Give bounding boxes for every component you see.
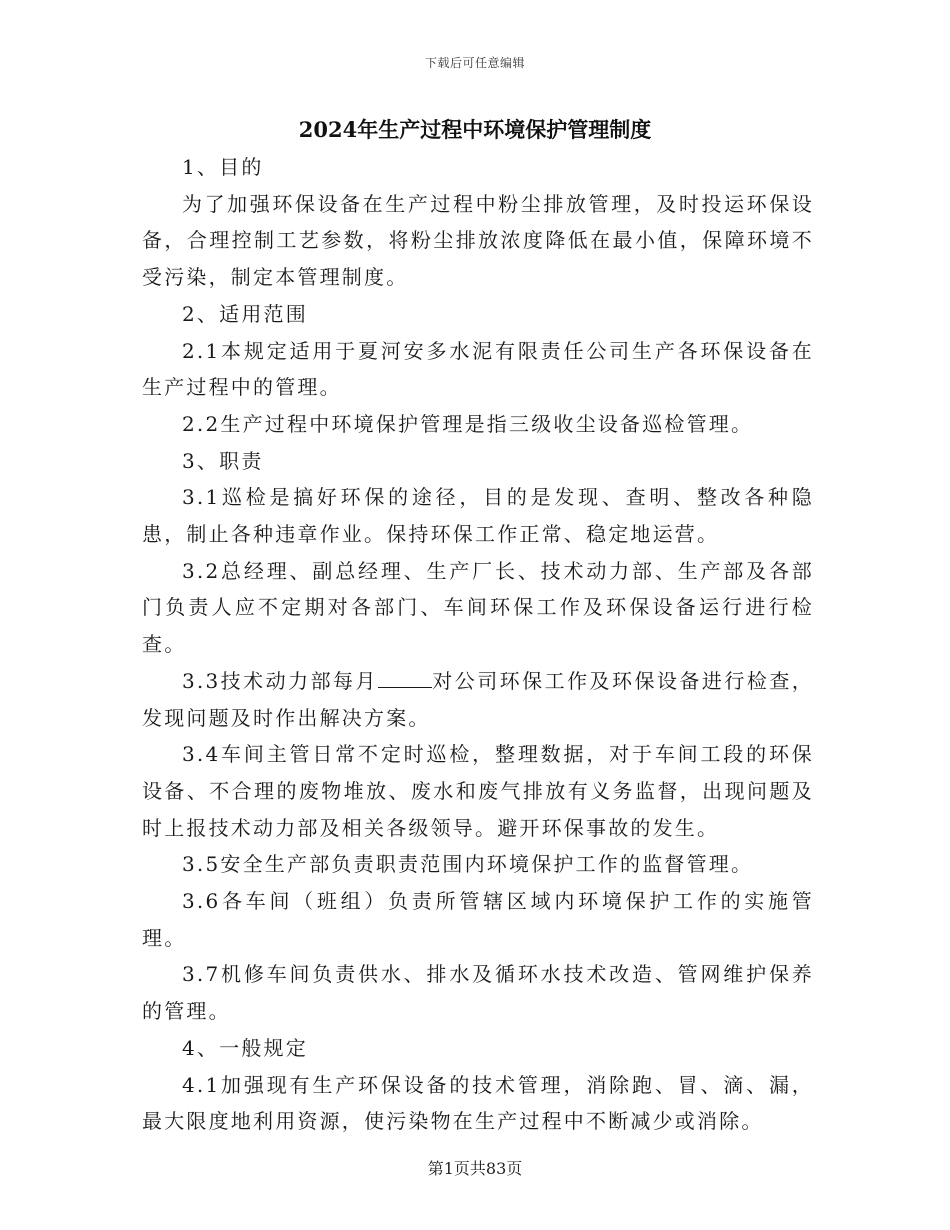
section-heading-duties: 3、职责 [182,448,264,473]
paragraph-3-2: 3.2总经理、副总经理、生产厂长、技术动力部、生产部及各部门负责人应不定期对各部门、车间环保工作及环保设备运行进行检查。 [142,558,814,657]
section-heading-scope: 2、适用范围 [182,301,308,326]
paragraph-purpose: 为了加强环保设备在生产过程中粉尘排放管理，及时投运环保设备，合理控制工艺参数，将粉尘排放浓度降低在最小值，保障环境不受污染，制定本管理制度。 [142,191,814,290]
paragraph-3-3-before: 3.3技术动力部每月 [182,668,378,693]
paragraph-3-4: 3.4车间主管日常不定时巡检，整理数据，对于车间工段的环保设备、不合理的废物堆放、废水和废气排放有义务监督，出现问题及时上报技术动力部及相关各级领导。避开环保事故的发生。 [142,742,814,840]
document-title: 2024年生产过程中环境保护管理制度 [298,117,652,142]
paragraph-3-7: 3.7机修车间负责供水、排水及循环水技术改造、管网维护保养的管理。 [142,962,814,1024]
header-note: 下载后可任意编辑 [424,56,525,70]
paragraph-3-3-after: 对公司环保工作及环保设备进行检查，发现问题及时作出解决方案。 [142,668,814,730]
paragraph-2-2: 2.2生产过程中环境保护管理是指三级收尘设备巡检管理。 [182,411,754,436]
paragraph-2-1: 2.1本规定适用于夏河安多水泥有限责任公司生产各环保设备在生产过程中的管理。 [142,338,814,400]
section-heading-general-rules: 4、一般规定 [182,1035,308,1060]
paragraph-3-3 [142,663,814,736]
paragraph-4-1: 4.1加强现有生产环保设备的技术管理，消除跑、冒、滴、漏，最大限度地利用资源，使污染物在生产过程中不断减少或消除。 [142,1072,814,1134]
paragraph-3-1: 3.1巡检是搞好环保的途径，目的是发现、查明、整改各种隐患，制止各种违章作业。保持环保工作正常、稳定地运营。 [142,485,814,547]
document-body [142,149,814,1140]
paragraph-3-6: 3.6各车间（班组）负责所管辖区域内环境保护工作的实施管理。 [142,889,814,950]
fill-in-blank [378,669,432,688]
page-number-footer: 第1页共83页 [427,1159,523,1178]
paragraph-3-5: 3.5安全生产部负责职责范围内环境保护工作的监督管理。 [182,852,754,877]
section-heading-purpose: 1、目的 [182,155,264,179]
